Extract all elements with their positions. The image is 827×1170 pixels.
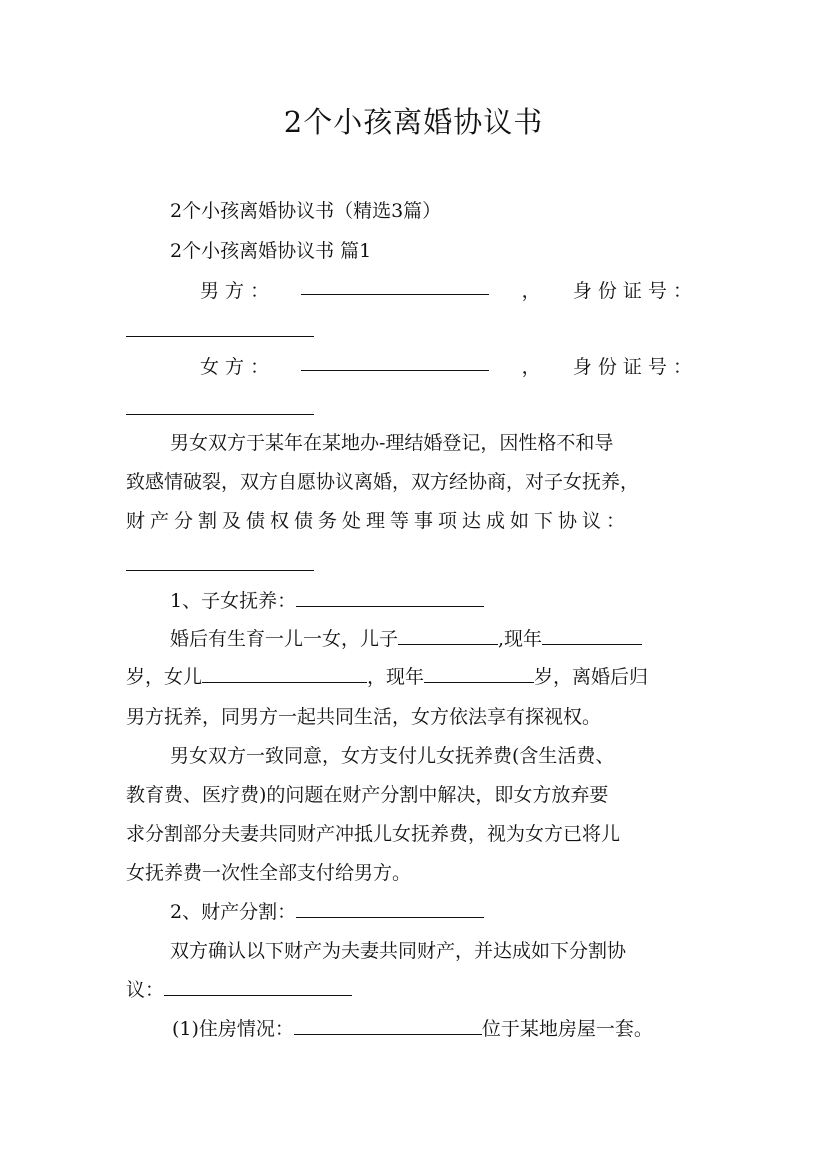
item3-blank — [294, 1012, 482, 1035]
para2-text-d: ，现年 — [367, 666, 425, 688]
item1-label: 1、子女抚养： — [170, 590, 297, 612]
para3-line4: 女抚养费一次性全部支付给男方。 — [126, 862, 412, 884]
para3-line1: 男女双方一致同意，女方支付儿女抚养费(含生活费、 — [170, 745, 615, 767]
item3-label: (1)住房情况： — [172, 1018, 294, 1040]
female-id-label: 身 份 证 号 ： — [572, 356, 692, 378]
item3-tail: 位于某地房屋一套。 — [481, 1018, 653, 1040]
para1-line3: 财产分割及债权债务处理等事项达成如下协议： — [126, 510, 631, 532]
subtitle: 2个小孩离婚协议书（精选3篇） — [170, 200, 442, 222]
para4-blank — [164, 973, 352, 996]
para3-line3: 求分割部分夫妻共同财产冲抵儿女抚养费，视为女方已将儿 — [126, 823, 621, 845]
para3-line2: 教育费、医疗费)的问题在财产分割中解决，即女方放弃要 — [126, 784, 609, 806]
female-name-blank — [301, 348, 489, 371]
male-id-label: 身 份 证 号 ： — [572, 280, 692, 302]
para1-blank — [126, 569, 314, 571]
para4-text: 议： — [126, 979, 165, 1001]
item2-label: 2、财产分割： — [170, 901, 297, 923]
para2-text-a: 婚后有生育一儿一女，儿子 — [170, 628, 399, 650]
para2-text-b: ,现年 — [498, 628, 543, 650]
son-age-blank — [542, 622, 642, 645]
para2-line3: 男方抚养，同男方一起共同生活，女方依法享有探视权。 — [126, 706, 602, 728]
female-comma: ， — [521, 356, 541, 378]
male-name-blank — [301, 272, 489, 295]
male-info-row — [200, 272, 692, 310]
male-label: 男 方 ： — [200, 280, 270, 302]
para4-line1: 双方确认以下财产为夫妻共同财产，并达成如下分割协 — [170, 940, 627, 962]
item3-row — [172, 1010, 717, 1048]
daughter-name-blank — [202, 660, 367, 683]
item2-row — [170, 893, 750, 931]
para1-line1: 男女双方于某年在某地办-理结婚登记，因性格不和导 — [170, 432, 614, 454]
son-name-blank — [398, 622, 498, 645]
para4-line2 — [126, 971, 706, 1009]
item2-blank — [296, 895, 484, 918]
female-label: 女 方 ： — [200, 356, 270, 378]
para2-line2 — [126, 658, 706, 696]
male-id-blank — [126, 335, 314, 337]
female-id-blank — [126, 413, 314, 415]
daughter-age-blank — [424, 660, 534, 683]
female-info-row — [200, 348, 692, 386]
para2-text-c: 岁，女儿 — [126, 666, 203, 688]
document-title: 2个小孩离婚协议书 — [283, 105, 544, 139]
item1-blank — [296, 584, 484, 607]
section-heading: 2个小孩离婚协议书 篇1 — [170, 240, 372, 262]
para2-text-e: 岁，离婚后归 — [534, 666, 649, 688]
male-comma: ， — [521, 280, 541, 302]
para2-line1 — [170, 620, 710, 658]
item1-row — [170, 582, 750, 620]
para1-line2: 致感情破裂，双方自愿协议离婚，双方经协商，对子女抚养， — [126, 471, 640, 493]
